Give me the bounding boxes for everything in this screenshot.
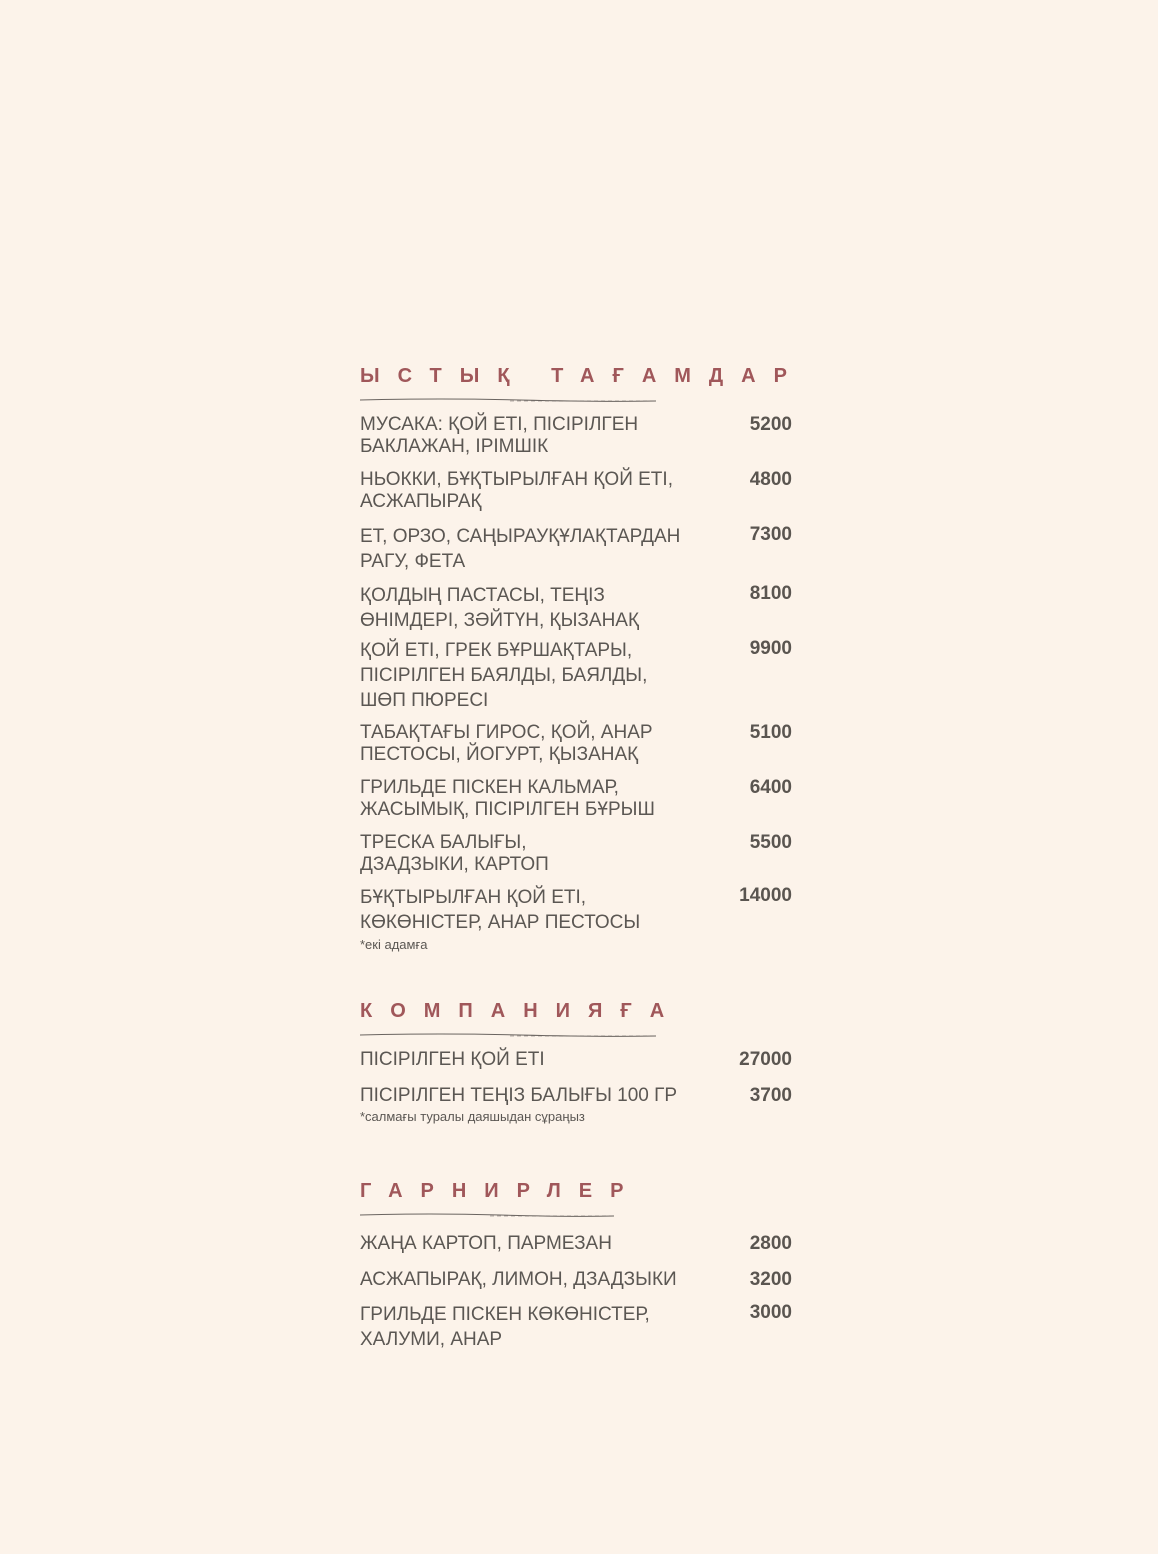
menu-item	[360, 777, 792, 821]
menu-item	[360, 1302, 792, 1352]
item-price: 8100	[749, 583, 792, 604]
menu-item	[360, 524, 792, 574]
item-name: ҚОЙ ЕТІ, ГРЕК БҰРШАҚТАРЫ, ПІСІРІЛГЕН БАЯЛДЫ, БАЯЛДЫ, ШӨП ПЮРЕСІ	[360, 640, 648, 711]
menu-item	[360, 469, 792, 513]
item-name: БҰҚТЫРЫЛҒАН ҚОЙ ЕТІ, КӨКӨНІСТЕР, АНАР ПЕСТОСЫ	[360, 887, 641, 933]
item-name: НЬОККИ, БҰҚТЫРЫЛҒАН ҚОЙ ЕТІ, АСЖАПЫРАҚ	[360, 469, 673, 512]
item-name: ПІСІРІЛГЕН ҚОЙ ЕТІ	[360, 1049, 545, 1070]
footnote: *салмағы туралы даяшыдан сұраңыз	[360, 1109, 585, 1124]
brush-divider	[360, 396, 792, 406]
menu-item	[360, 1233, 792, 1255]
section-for-company	[360, 995, 792, 1125]
item-price: 6400	[749, 777, 792, 798]
menu-item	[360, 414, 792, 458]
item-price: 7300	[749, 524, 792, 545]
brush-divider	[360, 1211, 792, 1221]
item-name: ҚОЛДЫҢ ПАСТАСЫ, ТЕҢІЗ ӨНІМДЕРІ, ЗӘЙТҮН, ҚЫЗАНАҚ	[360, 585, 640, 631]
item-price: 3700	[749, 1085, 792, 1106]
item-price: 3000	[749, 1302, 792, 1323]
item-price: 2800	[749, 1233, 792, 1254]
section-title: КОМПАНИЯҒА	[360, 1000, 683, 1022]
item-price: 5100	[749, 722, 792, 743]
item-price: 27000	[739, 1049, 792, 1070]
menu-item	[360, 583, 792, 633]
item-name: МУСАКА: ҚОЙ ЕТІ, ПІСІРІЛГЕН БАКЛАЖАН, ІРІМШІК	[360, 414, 639, 457]
menu-item	[360, 638, 792, 713]
menu-item	[360, 1085, 792, 1107]
item-name: АСЖАПЫРАҚ, ЛИМОН, ДЗАДЗЫКИ	[360, 1269, 677, 1290]
section-side-dishes	[360, 1175, 792, 1352]
item-name: ГРИЛЬДЕ ПІСКЕН КӨКӨНІСТЕР, ХАЛУМИ, АНАР	[360, 1304, 650, 1350]
item-price: 4800	[749, 469, 792, 490]
brush-divider	[360, 1031, 792, 1041]
section-title: ГАРНИРЛЕР	[360, 1180, 642, 1202]
menu	[360, 360, 805, 1352]
menu-item	[360, 885, 792, 935]
item-name: ЕТ, ОРЗО, САҢЫРАУҚҰЛАҚТАРДАН РАГУ, ФЕТА	[360, 526, 681, 572]
section-title: ЫСТЫҚ ТАҒАМДАР	[360, 365, 805, 387]
footnote: *екі адамға	[360, 937, 428, 952]
item-name: ГРИЛЬДЕ ПІСКЕН КАЛЬМАР, ЖАСЫМЫҚ, ПІСІРІЛГЕН БҰРЫШ	[360, 777, 655, 820]
item-price: 9900	[749, 638, 792, 659]
item-price: 5200	[749, 414, 792, 435]
menu-item	[360, 1049, 792, 1071]
section-hot-dishes	[360, 360, 805, 953]
item-name: ПІСІРІЛГЕН ТЕҢІЗ БАЛЫҒЫ 100 ГР	[360, 1085, 678, 1106]
item-price: 5500	[749, 832, 792, 853]
item-price: 14000	[739, 885, 792, 906]
menu-item	[360, 1269, 792, 1291]
menu-item	[360, 722, 792, 766]
item-name: ТАБАҚТАҒЫ ГИРОС, ҚОЙ, АНАР ПЕСТОСЫ, ЙОГУРТ, ҚЫЗАНАҚ	[360, 722, 653, 765]
menu-item	[360, 832, 792, 876]
item-price: 3200	[749, 1269, 792, 1290]
item-name: ЖАҢА КАРТОП, ПАРМЕЗАН	[360, 1233, 612, 1254]
item-name: ТРЕСКА БАЛЫҒЫ, ДЗАДЗЫКИ, КАРТОП	[360, 832, 549, 875]
